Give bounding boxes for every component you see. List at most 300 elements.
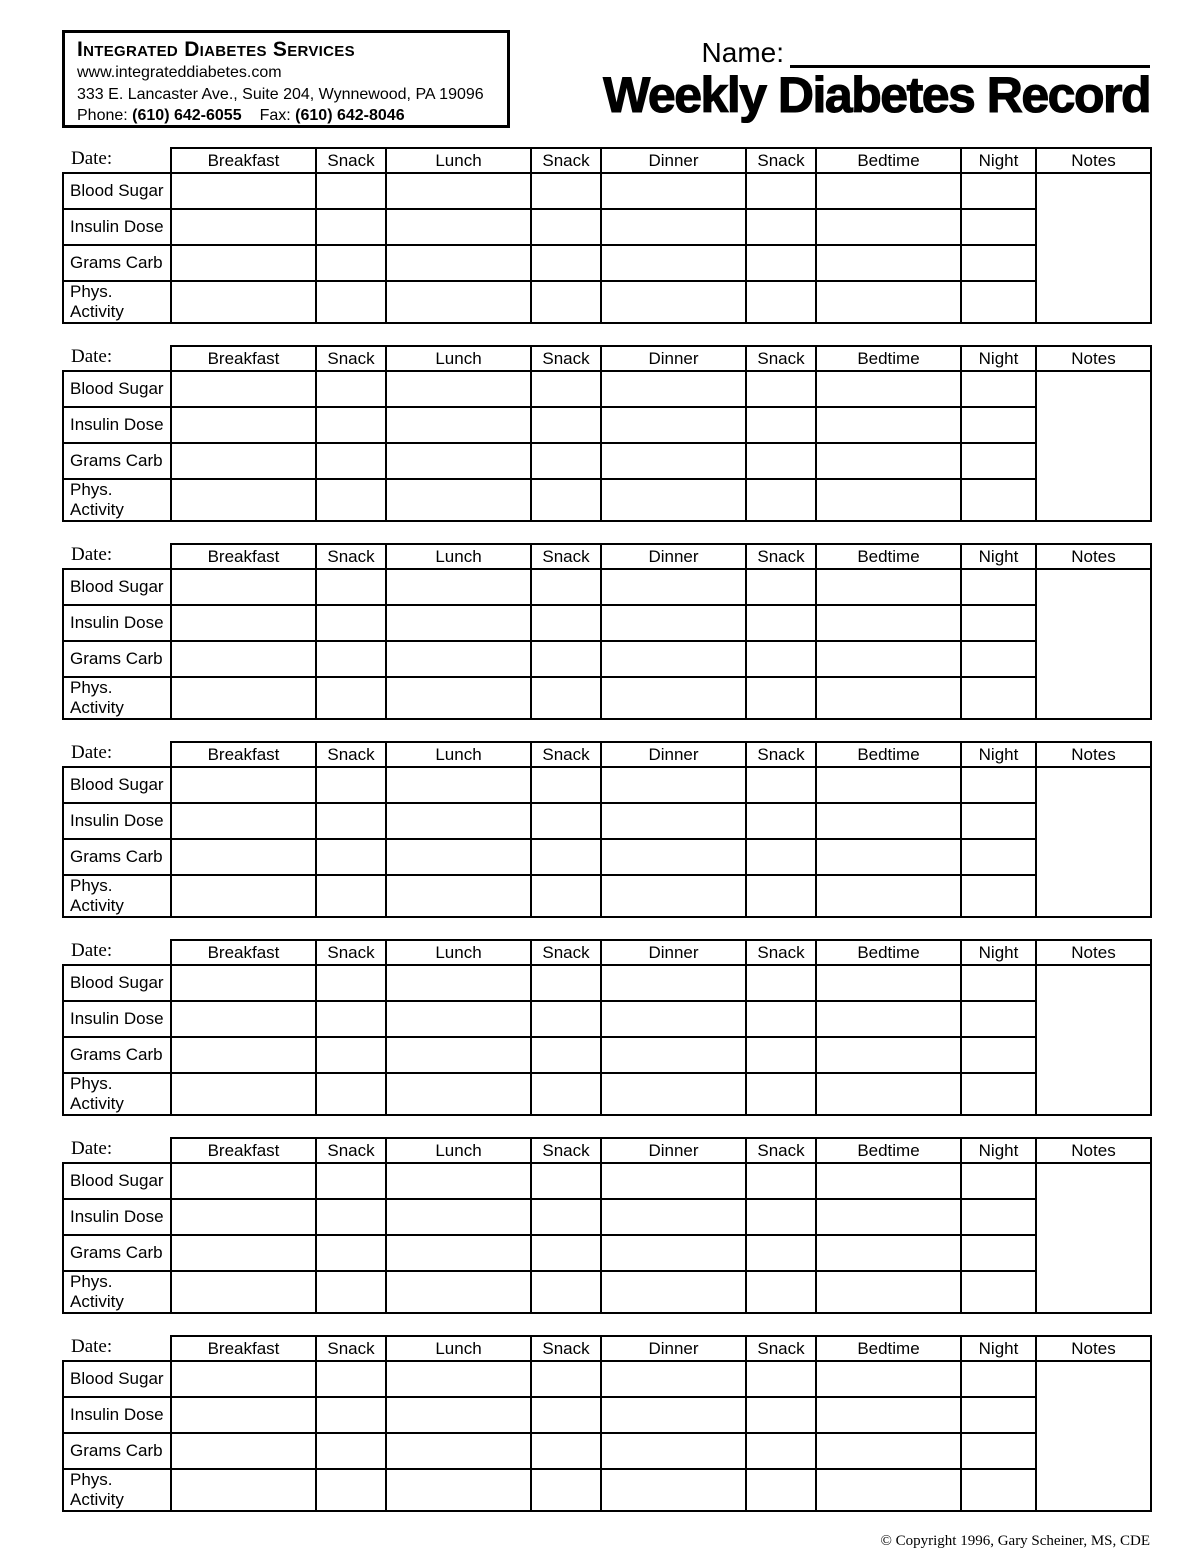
entry-cell [386, 1073, 531, 1115]
entry-cell [601, 677, 746, 719]
col-header-snack-am: Snack [316, 742, 386, 767]
entry-cell [386, 1397, 531, 1433]
entry-cell [746, 1361, 816, 1397]
entry-cell [531, 1163, 601, 1199]
entry-cell [961, 1397, 1036, 1433]
entry-cell [746, 605, 816, 641]
entry-cell [601, 803, 746, 839]
entry-cell [386, 875, 531, 917]
entry-cell [816, 605, 961, 641]
row-label-insulin-dose: Insulin Dose [63, 1199, 171, 1235]
col-header-snack-am: Snack [316, 148, 386, 173]
entry-cell [601, 605, 746, 641]
entry-cell [746, 371, 816, 407]
row-label-blood-sugar: Blood Sugar [63, 569, 171, 605]
entry-cell [386, 1001, 531, 1037]
entry-cell [601, 1001, 746, 1037]
col-header-night: Night [961, 346, 1036, 371]
entry-cell [601, 443, 746, 479]
entry-cell [171, 767, 316, 803]
entry-cell [961, 839, 1036, 875]
entry-cell [171, 1235, 316, 1271]
entry-cell [316, 1433, 386, 1469]
entry-cell [961, 1199, 1036, 1235]
day-blocks-container [62, 147, 1150, 1512]
row-label-phys-activity: Phys. Activity [63, 1271, 171, 1313]
entry-cell [746, 767, 816, 803]
entry-cell [531, 875, 601, 917]
name-field-row [603, 38, 1150, 68]
col-header-lunch: Lunch [386, 544, 531, 569]
entry-cell [601, 1235, 746, 1271]
col-header-snack-eve: Snack [746, 544, 816, 569]
col-header-snack-am: Snack [316, 1138, 386, 1163]
entry-cell [531, 1433, 601, 1469]
col-header-lunch: Lunch [386, 346, 531, 371]
entry-cell [386, 407, 531, 443]
col-header-snack-eve: Snack [746, 940, 816, 965]
entry-cell [531, 281, 601, 323]
entry-cell [386, 803, 531, 839]
col-header-night: Night [961, 940, 1036, 965]
notes-cell [1036, 569, 1151, 719]
row-label-blood-sugar: Blood Sugar [63, 173, 171, 209]
row-label-phys-activity: Phys. Activity [63, 875, 171, 917]
entry-cell [171, 1469, 316, 1511]
row-label-grams-carb: Grams Carb [63, 443, 171, 479]
entry-cell [746, 479, 816, 521]
entry-cell [531, 641, 601, 677]
entry-cell [531, 677, 601, 719]
provider-website: www.integrateddiabetes.com [77, 64, 282, 81]
col-header-notes: Notes [1036, 1138, 1151, 1163]
entry-cell [816, 1397, 961, 1433]
col-header-snack-pm: Snack [531, 346, 601, 371]
entry-cell [386, 1199, 531, 1235]
entry-cell [171, 1073, 316, 1115]
entry-cell [961, 407, 1036, 443]
entry-cell [316, 641, 386, 677]
entry-cell [316, 209, 386, 245]
entry-cell [746, 1037, 816, 1073]
entry-cell [816, 1469, 961, 1511]
entry-cell [531, 605, 601, 641]
entry-cell [531, 1073, 601, 1115]
entry-cell [961, 371, 1036, 407]
col-header-breakfast: Breakfast [171, 940, 316, 965]
entry-cell [601, 1163, 746, 1199]
col-header-snack-am: Snack [316, 346, 386, 371]
entry-cell [386, 1037, 531, 1073]
entry-cell [531, 1037, 601, 1073]
date-label: Date: [63, 1138, 171, 1163]
entry-cell [746, 803, 816, 839]
entry-cell [961, 605, 1036, 641]
name-label: Name: [701, 37, 784, 68]
entry-cell [601, 209, 746, 245]
entry-cell [746, 1469, 816, 1511]
entry-cell [171, 641, 316, 677]
entry-cell [531, 965, 601, 1001]
col-header-snack-eve: Snack [746, 148, 816, 173]
entry-cell [746, 875, 816, 917]
entry-cell [816, 407, 961, 443]
entry-cell [961, 1271, 1036, 1313]
entry-cell [171, 1361, 316, 1397]
entry-cell [961, 1163, 1036, 1199]
entry-cell [316, 1001, 386, 1037]
entry-cell [961, 1361, 1036, 1397]
entry-cell [746, 569, 816, 605]
entry-cell [601, 407, 746, 443]
entry-cell [171, 1199, 316, 1235]
entry-cell [746, 1001, 816, 1037]
entry-cell [171, 1163, 316, 1199]
provider-phone-fax [77, 105, 495, 127]
entry-cell [386, 605, 531, 641]
entry-cell [746, 407, 816, 443]
entry-cell [171, 803, 316, 839]
col-header-snack-eve: Snack [746, 1138, 816, 1163]
col-header-dinner: Dinner [601, 1336, 746, 1361]
entry-cell [386, 443, 531, 479]
entry-cell [171, 965, 316, 1001]
entry-cell [316, 767, 386, 803]
col-header-breakfast: Breakfast [171, 148, 316, 173]
provider-name: Integrated Diabetes Services [77, 38, 355, 61]
col-header-snack-pm: Snack [531, 1138, 601, 1163]
entry-cell [961, 1001, 1036, 1037]
entry-cell [746, 281, 816, 323]
entry-cell [316, 479, 386, 521]
notes-cell [1036, 767, 1151, 917]
col-header-lunch: Lunch [386, 1138, 531, 1163]
entry-cell [601, 641, 746, 677]
entry-cell [316, 965, 386, 1001]
entry-cell [171, 479, 316, 521]
entry-cell [601, 1433, 746, 1469]
col-header-snack-pm: Snack [531, 940, 601, 965]
entry-cell [386, 569, 531, 605]
col-header-night: Night [961, 148, 1036, 173]
notes-cell [1036, 173, 1151, 323]
entry-cell [816, 1073, 961, 1115]
col-header-snack-pm: Snack [531, 148, 601, 173]
entry-cell [531, 173, 601, 209]
day-record-table [62, 345, 1152, 522]
entry-cell [746, 1433, 816, 1469]
entry-cell [746, 677, 816, 719]
entry-cell [171, 209, 316, 245]
entry-cell [316, 1163, 386, 1199]
entry-cell [746, 1163, 816, 1199]
row-label-phys-activity: Phys. Activity [63, 1073, 171, 1115]
col-header-dinner: Dinner [601, 940, 746, 965]
entry-cell [816, 443, 961, 479]
entry-cell [961, 1073, 1036, 1115]
entry-cell [746, 1235, 816, 1271]
entry-cell [316, 281, 386, 323]
entry-cell [601, 245, 746, 281]
col-header-notes: Notes [1036, 544, 1151, 569]
entry-cell [531, 1361, 601, 1397]
entry-cell [316, 569, 386, 605]
entry-cell [961, 803, 1036, 839]
date-label: Date: [63, 346, 171, 371]
col-header-night: Night [961, 1336, 1036, 1361]
day-record-table [62, 1137, 1152, 1314]
col-header-breakfast: Breakfast [171, 742, 316, 767]
entry-cell [316, 371, 386, 407]
row-label-grams-carb: Grams Carb [63, 839, 171, 875]
col-header-breakfast: Breakfast [171, 544, 316, 569]
row-label-grams-carb: Grams Carb [63, 1037, 171, 1073]
entry-cell [746, 839, 816, 875]
entry-cell [316, 1469, 386, 1511]
entry-cell [531, 245, 601, 281]
entry-cell [316, 1397, 386, 1433]
entry-cell [816, 209, 961, 245]
notes-cell [1036, 1163, 1151, 1313]
entry-cell [816, 839, 961, 875]
entry-cell [316, 1271, 386, 1313]
col-header-bedtime: Bedtime [816, 148, 961, 173]
entry-cell [316, 839, 386, 875]
page-title: Weekly Diabetes Record [603, 67, 1150, 123]
row-label-insulin-dose: Insulin Dose [63, 1001, 171, 1037]
row-label-phys-activity: Phys. Activity [63, 677, 171, 719]
col-header-breakfast: Breakfast [171, 1336, 316, 1361]
row-label-insulin-dose: Insulin Dose [63, 803, 171, 839]
entry-cell [746, 443, 816, 479]
provider-address: 333 E. Lancaster Ave., Suite 204, Wynnewood, PA 19096 [77, 85, 484, 103]
col-header-dinner: Dinner [601, 346, 746, 371]
entry-cell [386, 479, 531, 521]
entry-cell [816, 1001, 961, 1037]
entry-cell [601, 965, 746, 1001]
form-header [62, 30, 1150, 130]
entry-cell [171, 605, 316, 641]
day-record-table [62, 543, 1152, 720]
copyright-notice: © Copyright 1996, Gary Scheiner, MS, CDE [880, 1533, 1150, 1549]
entry-cell [171, 1037, 316, 1073]
entry-cell [316, 407, 386, 443]
entry-cell [171, 281, 316, 323]
entry-cell [746, 209, 816, 245]
col-header-lunch: Lunch [386, 742, 531, 767]
entry-cell [961, 443, 1036, 479]
entry-cell [386, 245, 531, 281]
notes-cell [1036, 1361, 1151, 1511]
col-header-bedtime: Bedtime [816, 1138, 961, 1163]
row-label-blood-sugar: Blood Sugar [63, 1163, 171, 1199]
entry-cell [816, 245, 961, 281]
entry-cell [171, 173, 316, 209]
col-header-snack-pm: Snack [531, 1336, 601, 1361]
name-blank-line [790, 38, 1150, 68]
entry-cell [961, 479, 1036, 521]
entry-cell [816, 803, 961, 839]
entry-cell [816, 1199, 961, 1235]
entry-cell [316, 1235, 386, 1271]
entry-cell [816, 371, 961, 407]
entry-cell [816, 1361, 961, 1397]
col-header-dinner: Dinner [601, 148, 746, 173]
entry-cell [746, 1271, 816, 1313]
title-area [603, 30, 1150, 121]
entry-cell [961, 767, 1036, 803]
entry-cell [171, 569, 316, 605]
entry-cell [531, 209, 601, 245]
entry-cell [746, 641, 816, 677]
entry-cell [316, 803, 386, 839]
entry-cell [601, 1469, 746, 1511]
entry-cell [531, 569, 601, 605]
entry-cell [531, 1001, 601, 1037]
col-header-lunch: Lunch [386, 940, 531, 965]
entry-cell [961, 1037, 1036, 1073]
entry-cell [601, 173, 746, 209]
entry-cell [531, 371, 601, 407]
entry-cell [171, 677, 316, 719]
entry-cell [961, 641, 1036, 677]
entry-cell [746, 1397, 816, 1433]
entry-cell [961, 1235, 1036, 1271]
entry-cell [316, 677, 386, 719]
col-header-snack-pm: Snack [531, 544, 601, 569]
col-header-snack-am: Snack [316, 940, 386, 965]
entry-cell [601, 281, 746, 323]
col-header-snack-eve: Snack [746, 346, 816, 371]
entry-cell [316, 1073, 386, 1115]
entry-cell [171, 1271, 316, 1313]
col-header-bedtime: Bedtime [816, 1336, 961, 1361]
entry-cell [816, 1235, 961, 1271]
col-header-night: Night [961, 544, 1036, 569]
entry-cell [531, 1469, 601, 1511]
entry-cell [816, 1163, 961, 1199]
col-header-breakfast: Breakfast [171, 346, 316, 371]
entry-cell [531, 479, 601, 521]
entry-cell [601, 371, 746, 407]
col-header-notes: Notes [1036, 742, 1151, 767]
entry-cell [816, 677, 961, 719]
entry-cell [531, 1235, 601, 1271]
col-header-notes: Notes [1036, 1336, 1151, 1361]
entry-cell [816, 281, 961, 323]
entry-cell [531, 1271, 601, 1313]
day-record-table [62, 1335, 1152, 1512]
entry-cell [316, 443, 386, 479]
col-header-snack-am: Snack [316, 544, 386, 569]
entry-cell [386, 1469, 531, 1511]
entry-cell [816, 569, 961, 605]
date-label: Date: [63, 940, 171, 965]
entry-cell [601, 479, 746, 521]
entry-cell [316, 1199, 386, 1235]
entry-cell [601, 1199, 746, 1235]
entry-cell [601, 1397, 746, 1433]
col-header-bedtime: Bedtime [816, 742, 961, 767]
entry-cell [171, 839, 316, 875]
entry-cell [386, 641, 531, 677]
entry-cell [961, 1469, 1036, 1511]
entry-cell [816, 173, 961, 209]
entry-cell [386, 371, 531, 407]
entry-cell [386, 677, 531, 719]
row-label-insulin-dose: Insulin Dose [63, 605, 171, 641]
col-header-snack-eve: Snack [746, 1336, 816, 1361]
date-label: Date: [63, 742, 171, 767]
entry-cell [386, 1361, 531, 1397]
entry-cell [746, 173, 816, 209]
col-header-snack-eve: Snack [746, 742, 816, 767]
entry-cell [816, 479, 961, 521]
col-header-snack-am: Snack [316, 1336, 386, 1361]
entry-cell [816, 641, 961, 677]
entry-cell [601, 767, 746, 803]
entry-cell [961, 965, 1036, 1001]
entry-cell [171, 371, 316, 407]
col-header-night: Night [961, 1138, 1036, 1163]
row-label-insulin-dose: Insulin Dose [63, 1397, 171, 1433]
entry-cell [961, 875, 1036, 917]
entry-cell [961, 281, 1036, 323]
col-header-breakfast: Breakfast [171, 1138, 316, 1163]
row-label-grams-carb: Grams Carb [63, 1235, 171, 1271]
entry-cell [816, 767, 961, 803]
notes-cell [1036, 371, 1151, 521]
entry-cell [961, 677, 1036, 719]
col-header-lunch: Lunch [386, 1336, 531, 1361]
phone-label: Phone: [77, 107, 128, 124]
provider-info-box [62, 30, 510, 128]
row-label-grams-carb: Grams Carb [63, 1433, 171, 1469]
entry-cell [531, 803, 601, 839]
entry-cell [316, 245, 386, 281]
date-label: Date: [63, 148, 171, 173]
entry-cell [601, 1271, 746, 1313]
entry-cell [316, 1361, 386, 1397]
entry-cell [531, 1199, 601, 1235]
entry-cell [386, 1163, 531, 1199]
day-record-table [62, 939, 1152, 1116]
entry-cell [531, 443, 601, 479]
day-record-table [62, 741, 1152, 918]
entry-cell [171, 245, 316, 281]
row-label-blood-sugar: Blood Sugar [63, 371, 171, 407]
row-label-phys-activity: Phys. Activity [63, 1469, 171, 1511]
row-label-phys-activity: Phys. Activity [63, 479, 171, 521]
row-label-blood-sugar: Blood Sugar [63, 767, 171, 803]
entry-cell [171, 1397, 316, 1433]
entry-cell [601, 1037, 746, 1073]
entry-cell [316, 173, 386, 209]
entry-cell [171, 443, 316, 479]
entry-cell [171, 1001, 316, 1037]
entry-cell [386, 173, 531, 209]
entry-cell [816, 875, 961, 917]
row-label-grams-carb: Grams Carb [63, 245, 171, 281]
entry-cell [601, 569, 746, 605]
col-header-dinner: Dinner [601, 742, 746, 767]
row-label-phys-activity: Phys. Activity [63, 281, 171, 323]
entry-cell [601, 1073, 746, 1115]
col-header-dinner: Dinner [601, 544, 746, 569]
fax-number: (610) 642-8046 [295, 107, 405, 124]
entry-cell [316, 1037, 386, 1073]
col-header-night: Night [961, 742, 1036, 767]
